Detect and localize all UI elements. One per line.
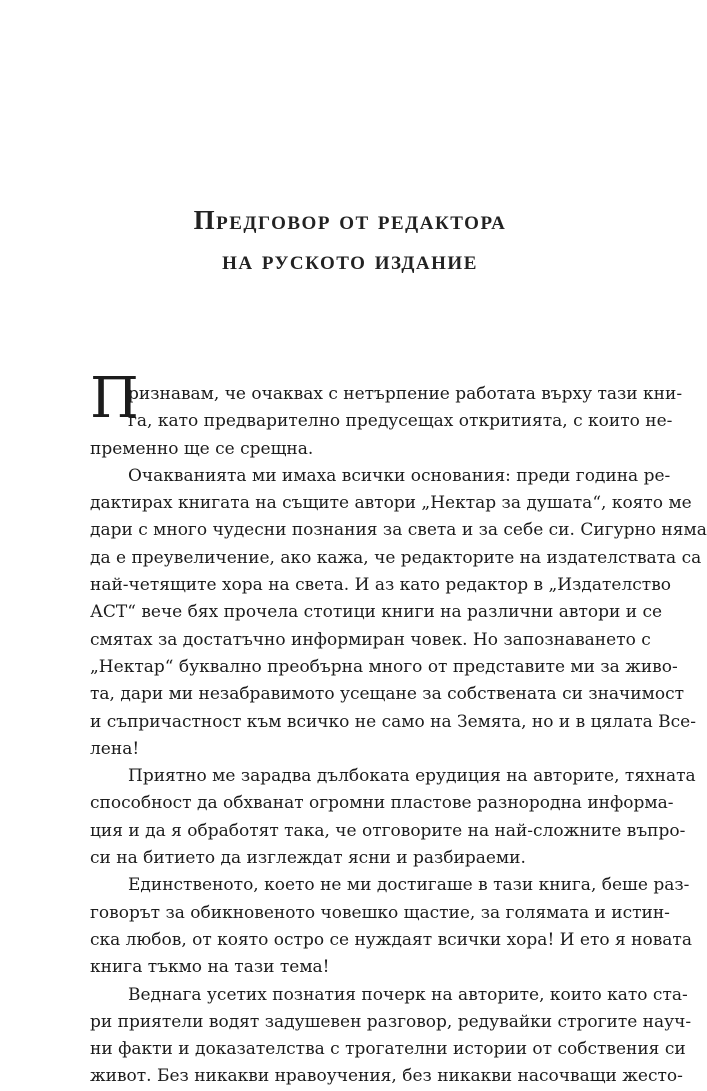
body-text xyxy=(90,381,707,1091)
text-line: Единственото, което не ми достигаше в тази книга, беше раз- xyxy=(128,875,690,896)
chapter-title xyxy=(0,200,700,280)
text-line: га, като предварително предусещах откритията, с които не- xyxy=(128,411,673,432)
text-line: живот. Без никакви нравоучения, без никакви насочващи жесто- xyxy=(90,1066,683,1087)
text-line: най-четящите хора на света. И аз като редактор в „Издателство xyxy=(90,575,672,596)
text-line: си на битието да изглеждат ясни и разбираеми. xyxy=(90,848,526,869)
text-line: дактирах книгата на същите автори „Нектар за душата“, която ме xyxy=(90,493,692,514)
text-line: говорът за обикновеното човешко щастие, за голямата и истин- xyxy=(90,902,670,923)
text-line: ска любов, от която остро се нуждаят всички хора! И ето я новата xyxy=(90,929,692,950)
text-line: ция и да я обработят така, че отговорите на най-сложните въпро- xyxy=(90,820,686,841)
text-line: ни факти и доказателства с трогателни истории от собствения си xyxy=(90,1039,686,1060)
text-line: да е преувеличение, ако кажа, че редакторите на издателствата са xyxy=(90,547,702,568)
chapter-title-line-1: Предговор от редактора xyxy=(193,205,507,235)
text-line: та, дари ми незабравимото усещане за собствената си значимост xyxy=(90,684,685,705)
text-line: книга тъкмо на тази тема! xyxy=(90,957,330,978)
text-line: лена! xyxy=(90,738,140,759)
text-line: Веднага усетих познатия почерк на авторите, които като ста- xyxy=(128,984,688,1005)
text-line: способност да обхванат огромни пластове разнородна информа- xyxy=(90,793,674,814)
text-line: Очакванията ми имаха всички основания: преди година ре- xyxy=(128,465,671,486)
text-line: смятах за достатъчно информиран човек. Но запознаването с xyxy=(90,629,651,650)
text-line: ри приятели водят задушевен разговор, редувайки строгите науч- xyxy=(90,1011,692,1032)
drop-cap: П xyxy=(90,366,139,431)
text-line: „Нектар“ буквално преобърна много от представите ми за живо- xyxy=(90,656,678,677)
text-line: пременно ще се срещна. xyxy=(90,438,314,459)
chapter-title-line-2: на руското издание xyxy=(222,245,478,275)
text-line: ризнавам, че очаквах с нетърпение работата върху тази кни- xyxy=(128,384,683,404)
text-line: Приятно ме зарадва дълбоката ерудиция на авторите, тяхната xyxy=(128,766,696,787)
text-line: дари с много чудесни познания за света и за себе си. Сигурно няма xyxy=(90,520,707,541)
text-line: и съпричастност към всичко не само на Земята, но и в цялата Все- xyxy=(90,711,696,732)
text-line: АСТ“ вече бях прочела стотици книги на различни автори и се xyxy=(90,602,663,623)
